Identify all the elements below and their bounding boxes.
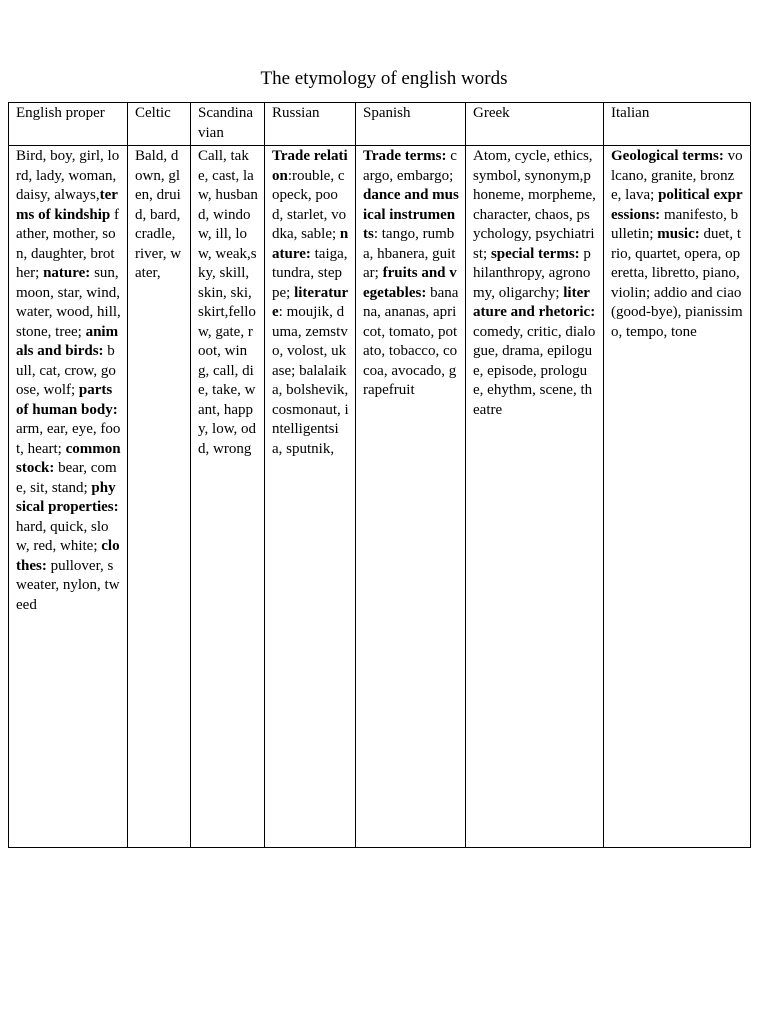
category-label: animals and birds: bbox=[16, 323, 119, 359]
word-list: sun, moon, star, wind, water, wood, hill, stone, tree; bbox=[16, 265, 121, 340]
category-label: music: bbox=[657, 226, 700, 242]
word-list: Bald, down, glen, druid, bard, cradle, river, water, bbox=[135, 148, 182, 281]
cell-greek bbox=[466, 146, 604, 848]
category-label: fruits and vegetables: bbox=[363, 265, 457, 301]
category-label: dance and musical instruments bbox=[363, 187, 459, 242]
category-label: nature: bbox=[43, 265, 91, 281]
cell-celtic bbox=[128, 146, 191, 848]
category-label: parts of human body: bbox=[16, 382, 118, 418]
cell-spanish bbox=[356, 146, 466, 848]
word-list: philanthropy, agronomy, oligarchy; bbox=[473, 245, 591, 301]
word-list: arm, ear, eye, foot, heart; bbox=[16, 421, 121, 457]
cell-scandinavian bbox=[191, 146, 265, 848]
etymology-table bbox=[8, 102, 751, 848]
word-list: banana, ananas, apricot, tomato, potato, tobacco, cocoa, avocado, grapefruit bbox=[363, 284, 459, 398]
column-header-spanish: Spanish bbox=[356, 103, 466, 146]
word-list: :rouble, copeck, pood, starlet, vodka, sable; bbox=[272, 167, 347, 242]
column-header-russian: Russian bbox=[265, 103, 356, 146]
column-header-italian: Italian bbox=[604, 103, 751, 146]
category-label: literature bbox=[272, 284, 349, 320]
header-row bbox=[9, 103, 751, 146]
word-list: bear, come, sit, stand; bbox=[16, 460, 117, 496]
column-header-greek: Greek bbox=[466, 103, 604, 146]
category-label: special terms: bbox=[490, 245, 580, 262]
word-list: comedy, critic, dialogue, drama, epilogue, episode, prologue, ehythm, scene, theatre bbox=[473, 323, 596, 418]
word-list: manifesto, bulletin; bbox=[611, 206, 739, 242]
word-list: father, mother, son, daughter, brother; bbox=[16, 206, 119, 281]
cell-russian bbox=[265, 146, 356, 848]
word-list: : tango, rumba, hbanera, guitar; bbox=[363, 226, 456, 281]
column-header-english-proper: English proper bbox=[9, 103, 128, 146]
category-label: clothes: bbox=[16, 538, 120, 574]
column-header-scandinavian: Scandinavian bbox=[191, 103, 265, 146]
word-list: bull, cat, crow, goose, wolf; bbox=[16, 343, 116, 398]
cell-english-proper bbox=[9, 146, 128, 848]
category-label: literature and rhetoric: bbox=[473, 284, 596, 320]
word-list: taiga, tundra, steppe; bbox=[272, 245, 348, 301]
word-list: Atom, cycle, ethics,symbol, synonym,phoneme, morpheme, character, chaos, psychology, psychiatrist; bbox=[473, 148, 596, 262]
category-label: Trade terms: bbox=[363, 148, 447, 164]
page-title: The etymology of english words bbox=[260, 68, 508, 89]
category-label: nature: bbox=[272, 226, 349, 262]
category-label: Geological terms: bbox=[611, 148, 724, 164]
word-list: duet, trio, quartet, opera, operetta, libretto, piano, violin; addio and ciao(good-bye), pianissimo, tempo, tone bbox=[611, 226, 743, 340]
word-list: hard, quick, slow, red, white; bbox=[16, 518, 109, 554]
word-list: volcano, granite, bronze, lava; bbox=[611, 148, 743, 203]
word-list: Bird, boy, girl, lord, lady, woman, daisy, always, bbox=[16, 148, 120, 203]
word-list: Call, take, cast, law, husband, window, ill, low, weak,sky, skill, skin, ski, skirt,fellow, gate, root, wing, call, die, take, want, happy, low, odd, wrong bbox=[198, 148, 258, 457]
word-list: pullover, sweater, nylon, tweed bbox=[16, 557, 120, 613]
category-label: Trade relation bbox=[272, 148, 348, 184]
cell-italian bbox=[604, 146, 751, 848]
word-list: cargo, embargo; bbox=[363, 148, 457, 184]
category-label: terms of kindship bbox=[16, 187, 118, 223]
content-row bbox=[9, 146, 751, 848]
category-label: political expressions: bbox=[611, 187, 743, 223]
column-header-celtic: Celtic bbox=[128, 103, 191, 146]
category-label: common stock: bbox=[16, 440, 121, 476]
word-list: : moujik, duma, zemstvo, volost, ukase; balalaika, bolshevik, cosmonaut, intelligentsia, sputnik, bbox=[272, 304, 349, 457]
category-label: physical properties: bbox=[16, 479, 119, 515]
